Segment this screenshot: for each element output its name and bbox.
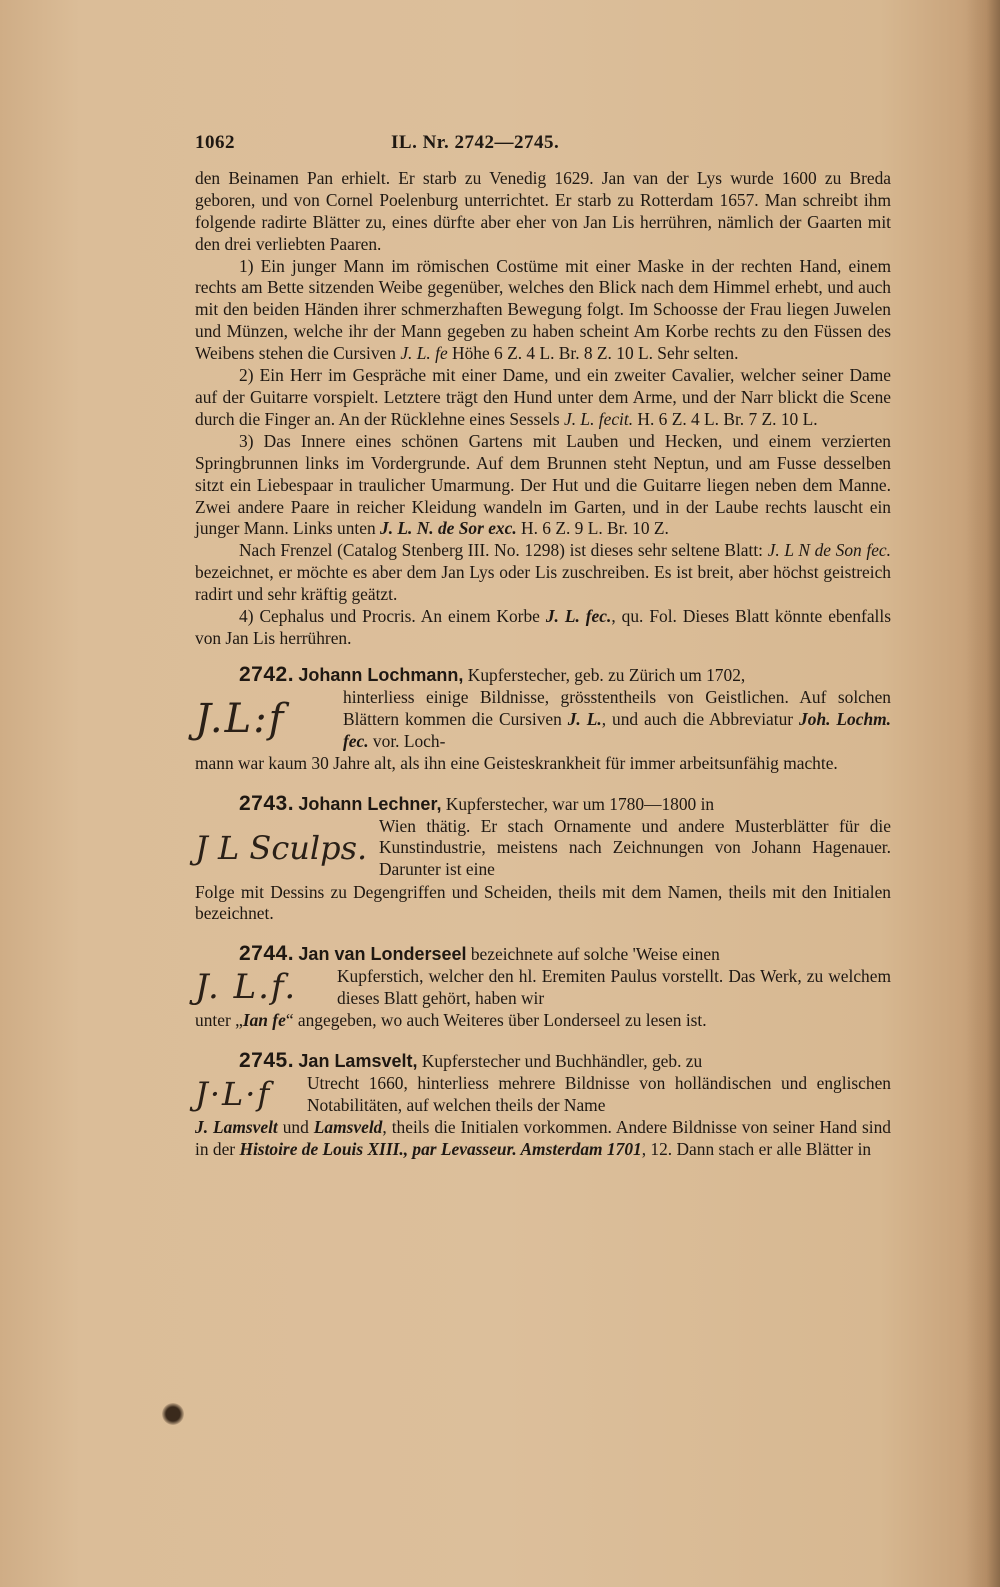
section-title: IL. Nr. 2742—2745. — [391, 132, 560, 153]
catalog-item-4: 4) Cephalus und Procris. An einem Korbe J. L. fec., qu. Fol. Dieses Blatt könnte ebenfalls von Jan Lis herrühren. — [195, 606, 891, 648]
entry-text: Folge mit Dessins zu Degengriffen und Scheiden, theils mit dem Namen, theils mit den Initialen bezeichnet. — [195, 881, 891, 924]
monogram-mark: J.L:f — [195, 695, 286, 742]
artist-name: Johann Lochmann, — [298, 664, 464, 685]
monogram-mark: J·L·f — [195, 1075, 272, 1114]
entry-2744: 2744. Jan van Londerseel bezeichnete auf solche 'Weise einen J. L.f. Kupferstich, welcher den hl. Eremiten Paulus vorstellt. Das Werk, zu welchem dieses Blatt gehört, haben wir unter „Ian fe“ angegeben, wo auch Weiteres über Londerseel zu lesen ist. — [195, 942, 891, 1031]
catalog-item-2: 2) Ein Herr im Gespräche mit einer Dame, und ein zweiter Cavalier, welcher seiner Dame auf der Guitarre vorspielt. Letztere trägt den Hund unter dem Arme, und der Narr blickt die Scene durch die Finger an. An der Rücklehne eines Sessels J. L. fecit. H. 6 Z. 4 L. Br. 7 Z. 10 L. — [195, 365, 891, 429]
entry-number: 2744. — [239, 942, 295, 966]
entry-text: mann war kaum 30 Jahre alt, als ihn eine Geisteskrankheit für immer arbeitsunfähig machte. — [195, 752, 838, 773]
ink-stain — [162, 1403, 184, 1425]
intro-paragraph: den Beinamen Pan erhielt. Er starb zu Venedig 1629. Jan van der Lys wurde 1600 zu Breda geboren, und von Cornel Poelenburg unterrichtet. Er starb zu Rotterdam 1657. Man schreibt ihm folgende radirte Blätter zu, eines dürfte aber eher von Jan Lis herrühren, nämlich der Gaarten mit den drei verliebten Paaren. — [195, 167, 891, 254]
page-number: 1062 — [195, 132, 235, 153]
frenzel-note: Nach Frenzel (Catalog Stenberg III. No. 1298) ist dieses sehr seltene Blatt: J. L N de Son fec. bezeichnet, er möchte es aber dem Jan Lys oder Lis zuschreiben. Es ist breit, aber höchst geistreich radirt und sehr kräftig geätzt. — [195, 540, 892, 605]
entry-number: 2743. — [239, 791, 295, 815]
entry-text: unter „Ian fe“ angegeben, wo auch Weiteres über Londerseel zu lesen ist. — [195, 1010, 707, 1031]
catalog-item-1: 1) Ein junger Mann im römischen Costüme mit einer Maske in der rechten Hand, einem rechts am Bette sitzenden Weibe gegenüber, welches den Blick nach dem Himmel erhebt, und auch mit den beiden Händen ihrer schmerzhaften Bewegung folgt. Im Schoosse der Frau liegen Juwelen und Münzen, welche ihr der Mann gegeben zu haben scheint Am Korbe rechts zu den Füssen des Weibens stehen die Cursiven J. L. fe Höhe 6 Z. 4 L. Br. 8 Z. 10 L. Sehr selten. — [195, 255, 891, 364]
page-edge-shadow — [966, 0, 1000, 1587]
artist-name: Jan van Londerseel — [298, 944, 467, 965]
entry-2745: 2745. Jan Lamsvelt, Kupferstecher und Buchhändler, geb. zu J·L·f Utrecht 1660, hinterliess mehrere Bildnisse von holländischen und englischen Notabilitäten, auf welchen theils der Name J. Lamsvelt und Lamsveld, theils die Initialen vorkommen. Andere Bildnisse von seiner Hand sind in der Histoire de Louis XIII., par Levasseur. Amsterdam 1701, 12. Dann stach er alle Blätter in — [195, 1049, 892, 1159]
artist-name: Jan Lamsvelt, — [298, 1051, 418, 1072]
running-header — [195, 132, 891, 154]
monogram-mark: J. L.f. — [195, 967, 298, 1008]
catalog-item-3: 3) Das Innere eines schönen Gartens mit Lauben und Hecken, und einem verzierten Springbrunnen links im Vordergrunde. Auf dem Brunnen steht Neptun, und am Fusse desselben sitzt ein Liebespaar in traulicher Umarmung. Der Hut und die Guitarre liegen neben dem Manne. Zwei andere Paare in reicher Kleidung wandeln im Garten, und in der Laube rechts lauscht ein junger Mann. Links unten J. L. N. de Sor exc. H. 6 Z. 9 L. Br. 10 Z. — [195, 430, 891, 539]
entry-number: 2745. — [239, 1049, 295, 1073]
monogram-mark: J L Sculps. — [195, 828, 368, 867]
entry-number: 2742. — [239, 662, 295, 686]
entry-2742: 2742. Johann Lochmann, Kupferstecher, geb. zu Zürich um 1702, J.L:f hinterliess einige Bildnisse, grösstentheils von Geistlichen. Auf solchen Blättern kommen die Cursiven J. L., und auch die Abbreviatur Joh. Lochm. fec. vor. Loch- mann war kaum 30 Jahre alt, als ihn eine Geisteskrankheit für immer arbeitsunfähig machte. — [195, 662, 891, 773]
text-column — [195, 132, 891, 1161]
artist-name: Johann Lechner, — [298, 793, 442, 814]
entry-text: J. Lamsvelt und Lamsveld, theils die Initialen vorkommen. Andere Bildnisse von seiner Hand sind in der Histoire de Louis XIII., par Levasseur. Amsterdam 1701, 12. Dann stach er alle Blätter in — [195, 1117, 892, 1159]
entry-2743: 2743. Johann Lechner, Kupferstecher, war um 1780—1800 in J L Sculps. Wien thätig. Er stach Ornamente und andere Musterblätter für die Kunstindustrie, meistens nach Zeichnungen von Johann Hagenauer. Darunter ist eine Folge mit Dessins zu Degengriffen und Scheiden, theils mit dem Namen, theils mit den Initialen bezeichnet. — [195, 791, 891, 924]
